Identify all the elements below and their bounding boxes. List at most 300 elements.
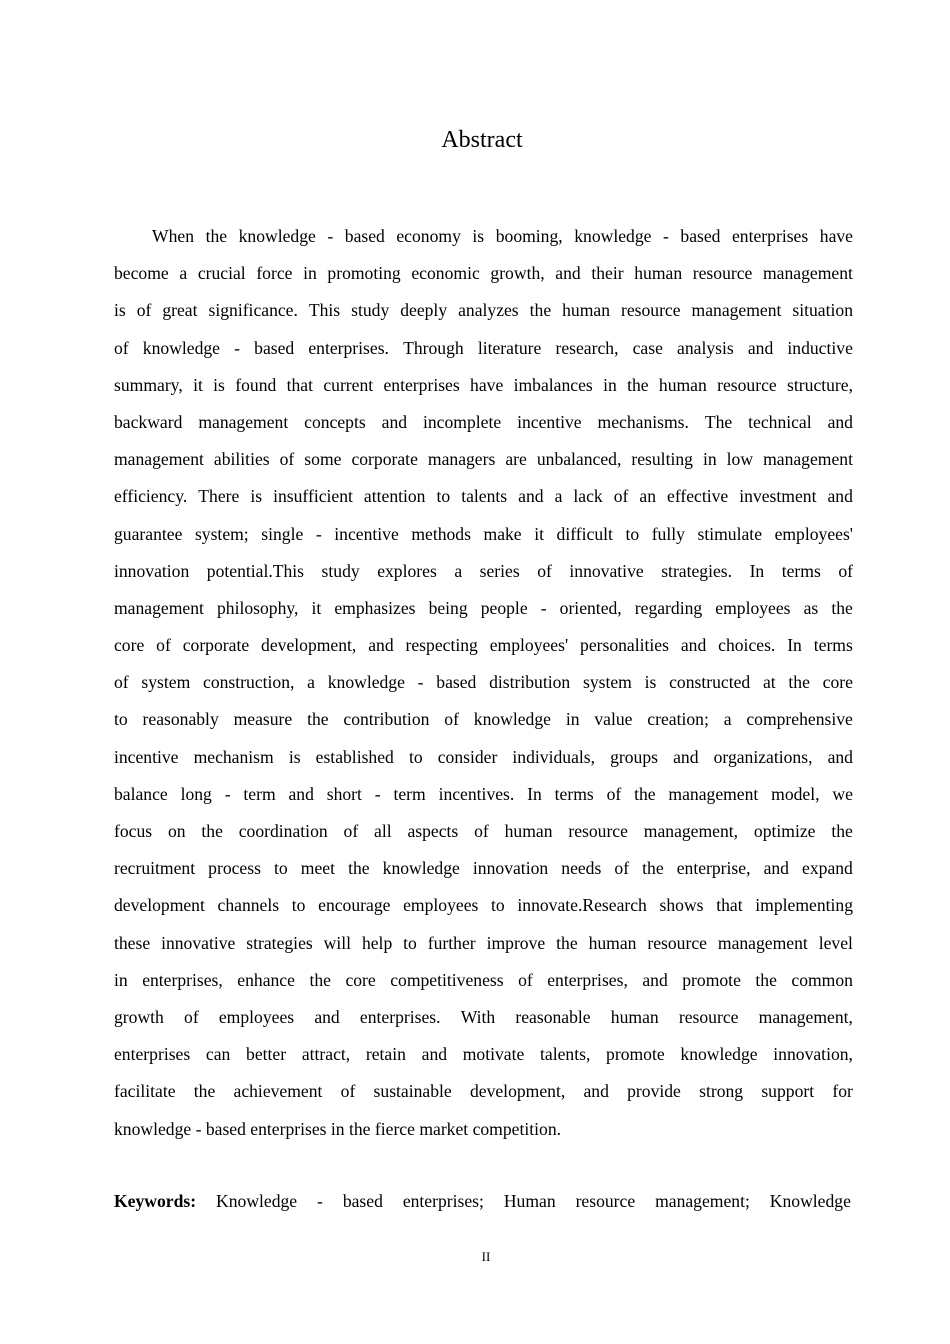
word: based (680, 226, 721, 246)
word: implementing (755, 895, 853, 916)
word: of (474, 821, 489, 841)
word: inductive (787, 337, 853, 358)
word: encourage (318, 895, 391, 916)
keywords-line (114, 1188, 851, 1214)
word: technical (748, 411, 812, 432)
word: contribution (343, 709, 430, 730)
word: of (279, 449, 295, 470)
word: philosophy, (216, 597, 299, 618)
word: organizations, (713, 746, 813, 767)
word: management, (643, 821, 739, 841)
word: to (436, 486, 451, 507)
word: are (505, 449, 527, 470)
word: effective (667, 486, 729, 507)
word: is (213, 374, 225, 395)
word: motivate (462, 1044, 525, 1065)
word: become (114, 263, 169, 284)
word: to (408, 746, 423, 767)
word: promote (606, 1044, 665, 1065)
word: single (261, 523, 304, 544)
word: managers (427, 449, 496, 470)
paragraph-line (114, 818, 853, 855)
word: value (594, 709, 633, 730)
paragraph-line (114, 781, 853, 818)
word: strong (699, 1081, 744, 1102)
word: innovation, (773, 1044, 853, 1065)
word: model, (771, 783, 820, 804)
word: enterprises, (547, 969, 628, 990)
word: the (309, 969, 331, 990)
word: of (613, 486, 629, 507)
word: the (205, 226, 228, 246)
word: a (554, 486, 563, 507)
word: human (610, 1006, 659, 1027)
word: corporate (182, 635, 250, 656)
word: explores (377, 560, 437, 581)
word: The (704, 411, 733, 432)
word: concepts (304, 411, 366, 432)
paragraph-line (114, 446, 853, 483)
word: enterprises, (142, 969, 223, 990)
word: - (327, 226, 334, 246)
paragraph-line (114, 706, 853, 743)
word: human (588, 932, 637, 953)
word: management (668, 783, 759, 804)
word: guarantee (114, 523, 183, 544)
word: as (803, 597, 819, 618)
word: have (819, 226, 853, 246)
word: employees (715, 597, 791, 618)
word: based (344, 226, 385, 246)
word: term (393, 783, 426, 804)
word: sustainable (373, 1081, 452, 1102)
word: development, (261, 635, 357, 656)
word: and (381, 411, 408, 432)
word: of (838, 560, 853, 581)
paragraph-line (114, 1078, 853, 1115)
word: knowledge (327, 672, 405, 693)
word: and (763, 858, 789, 879)
word: based (436, 672, 477, 693)
word: constructed (669, 672, 751, 693)
word: will (323, 932, 352, 953)
word: human (504, 821, 553, 841)
word: enhance (237, 969, 295, 990)
word: improve (486, 932, 546, 953)
word: is (644, 672, 657, 693)
word: series (479, 560, 520, 581)
paragraph-line (114, 967, 853, 1004)
word: employees (218, 1006, 295, 1027)
word: enterprises (114, 1044, 191, 1065)
word: There (198, 486, 240, 507)
word: incentive (517, 411, 582, 432)
word: human (634, 263, 683, 284)
word: growth (114, 1006, 164, 1027)
word: imbalances (513, 374, 593, 395)
word: strategies. (661, 560, 733, 581)
word: the (831, 597, 853, 618)
keyword-word: based (342, 1191, 383, 1211)
word: these (114, 932, 151, 953)
word: for (832, 1081, 853, 1102)
word: help (361, 932, 393, 953)
word: innovation (472, 858, 549, 879)
word: better (246, 1044, 287, 1065)
word: innovative (161, 932, 236, 953)
paragraph-line: knowledge - based enterprises in the fierce market competition. (114, 1118, 562, 1139)
word: and (518, 486, 544, 507)
word: innovation (114, 560, 190, 581)
word: summary, (114, 374, 183, 395)
word: the (755, 969, 777, 990)
word: - (315, 523, 322, 544)
word: measure (233, 709, 293, 730)
paragraph-line (114, 223, 853, 260)
word: knowledge (574, 226, 652, 246)
paragraph-line (114, 260, 853, 297)
word: resource (717, 374, 777, 395)
word: economic (411, 263, 480, 284)
word: enterprises. (308, 337, 389, 358)
word: of (606, 783, 622, 804)
word: In (527, 783, 542, 804)
word: and (827, 746, 853, 767)
word: of (136, 300, 152, 321)
paragraph-line (114, 930, 853, 967)
word: incentive (114, 746, 179, 767)
word: knowledge (382, 858, 460, 879)
word: development, (469, 1081, 566, 1102)
word: enterprises (732, 226, 809, 246)
word: management (717, 932, 808, 953)
word: employees (403, 895, 479, 916)
word: core (822, 672, 853, 693)
word: the (193, 1081, 216, 1102)
word: the (348, 858, 370, 879)
word: aspects (407, 821, 459, 841)
word: human (562, 300, 610, 321)
word: have (470, 374, 504, 395)
word: promoting (327, 263, 401, 284)
word: When (152, 226, 195, 246)
word: based (254, 337, 295, 358)
word: innovate.Research (517, 895, 647, 916)
word: difficult (556, 523, 613, 544)
word: individuals, (512, 746, 596, 767)
word: of (614, 858, 630, 879)
word: construction, (203, 672, 295, 693)
word: potential.This (206, 560, 305, 581)
page-number: II (481, 1249, 491, 1264)
word: in (603, 374, 617, 395)
word: resource (647, 932, 707, 953)
keyword-word: - (317, 1191, 323, 1211)
word: established (315, 746, 394, 767)
word: attract, (301, 1044, 351, 1065)
word: and (673, 746, 699, 767)
word: choices. (718, 635, 776, 656)
word: - (224, 783, 231, 804)
word: innovative (569, 560, 644, 581)
word: a (454, 560, 463, 581)
word: core (114, 635, 145, 656)
word: competitiveness (390, 969, 504, 990)
word: optimize (753, 821, 816, 841)
word: and (368, 635, 394, 656)
word: management, (758, 1006, 853, 1027)
word: lack (573, 486, 603, 507)
word: deeply (400, 300, 448, 321)
word: shows (659, 895, 704, 916)
word: management (763, 449, 853, 470)
word: in (303, 263, 317, 284)
word: can (205, 1044, 231, 1065)
paragraph-line (114, 372, 853, 409)
word: found (235, 374, 277, 395)
word: and (747, 337, 774, 358)
word: research, (555, 337, 619, 358)
word: emphasizes (334, 597, 416, 618)
word: investment (739, 486, 817, 507)
word: talents, (540, 1044, 591, 1065)
word: recruitment (114, 858, 196, 879)
keyword-word: management; (655, 1191, 750, 1211)
word: distribution (489, 672, 571, 693)
word: resource (692, 263, 753, 284)
word: In (787, 635, 802, 656)
word: the (788, 672, 810, 693)
word: short (326, 783, 362, 804)
abstract-body (114, 223, 853, 1153)
paragraph-line (114, 855, 853, 892)
word: enterprises. (359, 1006, 441, 1027)
word: consider (437, 746, 498, 767)
word: a (307, 672, 315, 693)
word: case (632, 337, 663, 358)
word: growth, (490, 263, 545, 284)
word: talents (461, 486, 508, 507)
word: reasonably (142, 709, 219, 730)
word: to (491, 895, 505, 916)
word: literature (477, 337, 542, 358)
word: we (832, 783, 853, 804)
word: In (749, 560, 765, 581)
word: and (680, 635, 707, 656)
word: of (114, 337, 129, 358)
word: of (114, 672, 129, 693)
word: and (827, 486, 853, 507)
word: respecting (405, 635, 478, 656)
word: balance (114, 783, 168, 804)
word: Through (403, 337, 464, 358)
word: and (421, 1044, 448, 1065)
word: great (162, 300, 198, 321)
word: to (274, 858, 288, 879)
word: knowledge (142, 337, 220, 358)
word: to (403, 932, 417, 953)
word: the (627, 374, 649, 395)
word: - (540, 597, 547, 618)
word: strategies (246, 932, 313, 953)
word: achievement (233, 1081, 323, 1102)
word: resulting (631, 449, 693, 470)
word: incentive (334, 523, 399, 544)
word: stimulate (697, 523, 762, 544)
word: promote (682, 969, 741, 990)
word: expand (802, 858, 853, 879)
paragraph-line (114, 483, 853, 520)
word: - (662, 226, 669, 246)
word: the (642, 858, 664, 879)
word: situation (792, 300, 853, 321)
word: system; (194, 523, 249, 544)
word: crucial (197, 263, 246, 284)
word: and (314, 1006, 340, 1027)
paragraph-line (114, 1041, 853, 1078)
word: terms (813, 635, 853, 656)
keywords-label: Keywords: (114, 1191, 197, 1211)
word: study (351, 300, 390, 321)
keyword-word: resource (575, 1191, 636, 1211)
word: the (201, 821, 223, 841)
word: to (291, 895, 306, 916)
word: low (726, 449, 754, 470)
word: enterprise, (676, 858, 751, 879)
word: system (582, 672, 632, 693)
word: incentives. (438, 783, 515, 804)
word: in (565, 709, 580, 730)
word: management (114, 449, 204, 470)
word: on (167, 821, 186, 841)
word: is (250, 486, 263, 507)
word: methods (411, 523, 471, 544)
word: knowledge (680, 1044, 758, 1065)
word: management (691, 300, 782, 321)
word: it (311, 597, 322, 618)
word: further (427, 932, 476, 953)
word: knowledge (473, 709, 551, 730)
word: is (288, 746, 301, 767)
word: in (114, 969, 128, 990)
word: resource (568, 821, 628, 841)
word: make (483, 523, 522, 544)
word: all (374, 821, 392, 841)
word: force (256, 263, 293, 284)
word: provide (627, 1081, 681, 1102)
word: long (180, 783, 212, 804)
word: terms (781, 560, 821, 581)
word: is (472, 226, 485, 246)
word: support (761, 1081, 815, 1102)
word: it (193, 374, 203, 395)
word: needs (561, 858, 602, 879)
word: retain (365, 1044, 406, 1065)
word: creation; (647, 709, 709, 730)
word: abilities (213, 449, 270, 470)
word: the (634, 783, 656, 804)
keyword-word: Knowledge (216, 1191, 298, 1211)
word: to (114, 709, 128, 730)
word: channels (217, 895, 280, 916)
word: employees' (489, 635, 569, 656)
word: backward (114, 411, 183, 432)
word: significance. (208, 300, 298, 321)
paragraph-line (114, 892, 853, 929)
paragraph-line (114, 335, 853, 372)
word: a (723, 709, 732, 730)
word: meet (300, 858, 335, 879)
paragraph-line (114, 1004, 853, 1041)
word: This (308, 300, 341, 321)
abstract-title: Abstract (441, 127, 523, 153)
word: of (537, 560, 552, 581)
word: that (286, 374, 314, 395)
word: to (625, 523, 640, 544)
paragraph-line (114, 297, 853, 334)
word: and (642, 969, 668, 990)
word: oriented, (559, 597, 622, 618)
word: mechanisms. (597, 411, 689, 432)
paragraph-line (114, 744, 853, 781)
word: management (198, 411, 289, 432)
word: of (518, 969, 533, 990)
word: - (374, 783, 381, 804)
word: resource (678, 1006, 739, 1027)
word: it (534, 523, 544, 544)
word: the (831, 821, 853, 841)
word: in (702, 449, 717, 470)
word: and (583, 1081, 609, 1102)
word: mechanism (193, 746, 274, 767)
word: the (307, 709, 329, 730)
word: - (417, 672, 424, 693)
word: booming, (495, 226, 563, 246)
word: focus (114, 821, 153, 841)
paragraph-line (114, 595, 853, 632)
paragraph-line (114, 669, 853, 706)
word: of (184, 1006, 199, 1027)
word: With (460, 1006, 496, 1027)
word: at (762, 672, 776, 693)
word: of (340, 1081, 356, 1102)
word: the (556, 932, 578, 953)
word: the (529, 300, 552, 321)
word: of (343, 821, 359, 841)
word: being (428, 597, 468, 618)
word: an (639, 486, 657, 507)
word: some (304, 449, 342, 470)
word: human (658, 374, 707, 395)
word: employees' (774, 523, 853, 544)
word: comprehensive (746, 709, 853, 730)
paragraph-line (114, 409, 853, 446)
paragraph-line (114, 521, 853, 558)
word: management (763, 263, 853, 284)
word: facilitate (114, 1081, 176, 1102)
word: terms (554, 783, 594, 804)
keyword-word: Knowledge (769, 1191, 851, 1211)
word: is (114, 300, 126, 321)
word: common (791, 969, 853, 990)
word: fully (651, 523, 685, 544)
word: regarding (634, 597, 703, 618)
word: people (480, 597, 528, 618)
word: coordination (238, 821, 328, 841)
word: level (818, 932, 853, 953)
word: incomplete (423, 411, 502, 432)
word: process (208, 858, 261, 879)
